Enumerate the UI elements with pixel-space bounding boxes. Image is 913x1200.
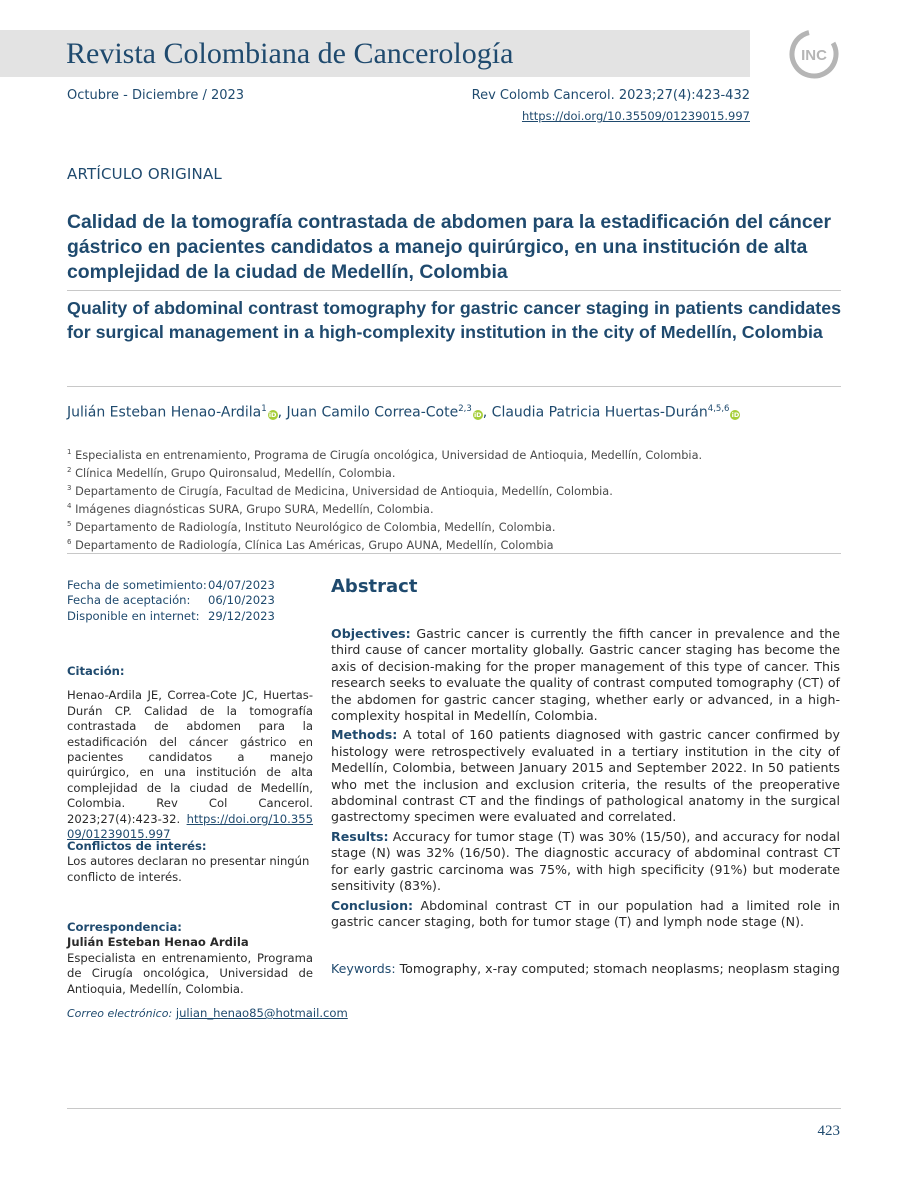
keywords-text: Tomography, x-ray computed; stomach neoplasms; neoplasm staging	[399, 961, 840, 976]
affiliation-number: 6	[67, 537, 72, 546]
publication-dates	[67, 578, 313, 624]
abstract-label: Conclusion:	[331, 897, 414, 913]
title-spanish: Calidad de la tomografía contrastada de abdomen para la estadificación del cáncer gástrico en pacientes candidatos a manejo quirúrgico, en una institución de alta complejidad de la ciudad de Medellín, Colombia	[67, 211, 832, 283]
affiliation-text: Clínica Medellín, Grupo Quironsalud, Medellín, Colombia.	[75, 466, 396, 480]
logo-text: INC	[801, 47, 827, 64]
title-english: Quality of abdominal contrast tomography for gastric cancer staging in patients candidates for surgical management in a high-complexity institution in the city of Medellín, Colombia	[67, 298, 841, 342]
author-name: Juan Camilo Correa-Cote	[286, 404, 459, 421]
affiliation-number: 1	[67, 448, 72, 456]
abstract-text: Gastric cancer is currently the fifth cancer in prevalence and the third cause of cancer mortality globally. Gastric cancer staging has become the axis of decision-making for the proper management of this type of cancer. This research seeks to evaluate the quality of contrast computed tomography (CT) of the abdomen for gastric cancer staging, whether early or advanced, in a high-complexity hospital in Medellín, Colombia.	[331, 626, 840, 724]
abstract-text: Accuracy for tumor stage (T) was 30% (15/50), and accuracy for nodal stage (N) was 32% (16/50). The diagnostic accuracy of abdominal contrast CT for early gastric carcinoma was 75%, with high specificity (91%) but moderate sensitivity (83%).	[331, 828, 840, 894]
abstract-label: Methods:	[331, 727, 398, 743]
date-value: 04/07/2023	[208, 578, 275, 592]
inc-logo-icon	[788, 28, 840, 80]
affiliation-number: 3	[67, 483, 72, 492]
orcid-icon[interactable]: iD	[268, 410, 277, 419]
authors-divider-top	[67, 386, 841, 387]
email-link[interactable]: julian_henao85@hotmail.com	[175, 1006, 348, 1021]
footer-divider	[67, 1108, 841, 1109]
author-name: Claudia Patricia Huertas-Durán	[491, 404, 708, 421]
affiliation-item	[67, 463, 787, 481]
abstract-objectives	[331, 626, 840, 724]
correspondence-heading: Correspondencia:	[67, 920, 182, 934]
date-row-acceptance	[67, 593, 313, 608]
date-label: Fecha de aceptación:	[67, 593, 191, 608]
citation-text	[67, 688, 313, 842]
date-label: Disponible en internet:	[67, 608, 200, 623]
abstract-text: A total of 160 patients diagnosed with gastric cancer confirmed by histology were retrospectively evaluated in a tertiary institution in the city of Medellín, Colombia, between January 2015 and September 2022. In 50 patients who met the inclusion and exclusion criteria, the results of the preoperative abdominal contrast CT and the findings of pathological anatomy in the surgical gastrectomy specimen were evaluated and correlated.	[331, 727, 840, 825]
correspondence-text: Especialista en entrenamiento, Programa de Cirugía oncológica, Universidad de Antioquia, Medellín, Colombia.	[67, 950, 313, 996]
conflicts-text: Los autores declaran no presentar ningún conflicto de interés.	[67, 854, 310, 884]
doi-link[interactable]: https://doi.org/10.35509/01239015.997	[521, 109, 750, 123]
conflicts-block	[67, 839, 313, 885]
affiliation-text: Departamento de Radiología, Instituto Neurológico de Colombia, Medellín, Colombia.	[75, 520, 556, 534]
abstract-results	[331, 829, 840, 895]
affiliation-item	[67, 535, 787, 553]
abstract-text: Abdominal contrast CT in our population had a limited role in gastric cancer staging, both for tumor stage (T) and lymph node stage (N).	[331, 897, 840, 929]
correspondence-name: Julián Esteban Henao Ardila	[67, 935, 249, 950]
date-row-online	[67, 609, 313, 624]
author-separator: ,	[277, 404, 287, 421]
citation-doi-link[interactable]: https://doi.org/10.35509/01239015.997	[67, 811, 313, 842]
author-name: Julián Esteban Henao-Ardila	[67, 404, 262, 421]
keywords	[331, 961, 840, 977]
email-label: Correo electrónico:	[67, 1007, 173, 1021]
citation-heading: Citación:	[67, 664, 125, 678]
affiliation-list	[67, 445, 787, 553]
author-separator: ,	[482, 404, 492, 421]
journal-title: Revista Colombiana de Cancerología	[66, 37, 514, 70]
correspondence-email-row	[67, 1006, 348, 1021]
date-value: 06/10/2023	[208, 593, 275, 608]
article-type: ARTÍCULO ORIGINAL	[67, 165, 222, 183]
citation-block	[67, 664, 313, 842]
conflicts-heading: Conflictos de interés:	[67, 839, 207, 853]
affiliation-text: Especialista en entrenamiento, Programa de Cirugía oncológica, Universidad de Antioquia, Medellín, Colombia.	[75, 448, 703, 462]
affiliation-number: 4	[67, 501, 72, 510]
abstract-conclusion	[331, 898, 840, 931]
affiliation-item	[67, 517, 787, 535]
citation-reference: Rev Colomb Cancerol. 2023;27(4):423-432	[471, 88, 750, 103]
author-affiliation-ref: 2,3	[458, 404, 472, 414]
affiliation-text: Imágenes diagnósticas SURA, Grupo SURA, Medellín, Colombia.	[75, 502, 434, 516]
affiliation-item	[67, 499, 787, 517]
date-row-submission	[67, 578, 313, 593]
keywords-label: Keywords:	[331, 961, 396, 976]
abstract-methods	[331, 727, 840, 825]
orcid-icon[interactable]: iD	[473, 410, 482, 419]
affiliation-text: Departamento de Cirugía, Facultad de Medicina, Universidad de Antioquia, Medellín, Colombia.	[75, 484, 613, 498]
author-affiliation-ref: 1	[261, 404, 267, 414]
affiliation-number: 5	[67, 519, 72, 528]
author-list	[67, 404, 740, 421]
abstract-label: Results:	[331, 828, 389, 844]
date-label: Fecha de sometimiento:	[67, 578, 207, 592]
orcid-icon[interactable]: iD	[731, 410, 740, 419]
affiliations-divider	[67, 553, 841, 554]
abstract-heading: Abstract	[331, 576, 418, 597]
page-number: 423	[817, 1123, 840, 1139]
correspondence-block	[67, 920, 348, 1021]
affiliation-text: Departamento de Radiología, Clínica Las Américas, Grupo AUNA, Medellín, Colombia	[75, 538, 554, 552]
author-affiliation-ref: 4,5,6	[707, 404, 730, 414]
affiliation-item	[67, 481, 787, 499]
date-value: 29/12/2023	[208, 608, 275, 623]
abstract-body	[331, 626, 840, 933]
abstract-label: Objectives:	[331, 626, 411, 641]
title-divider	[67, 290, 841, 291]
affiliation-item	[67, 445, 787, 463]
issue-date: Octubre - Diciembre / 2023	[67, 88, 245, 103]
affiliation-number: 2	[67, 465, 72, 474]
citation-body: Henao-Ardila JE, Correa-Cote JC, Huertas-Durán CP. Calidad de la tomografía contrastada de abdomen para la estadificación del cáncer gástrico en pacientes candidatos a manejo quirúrgico, en una institución de alta complejidad de la ciudad de Medellín, Colombia. Rev Col Cancerol. 2023;27(4):423-32.	[67, 688, 313, 826]
